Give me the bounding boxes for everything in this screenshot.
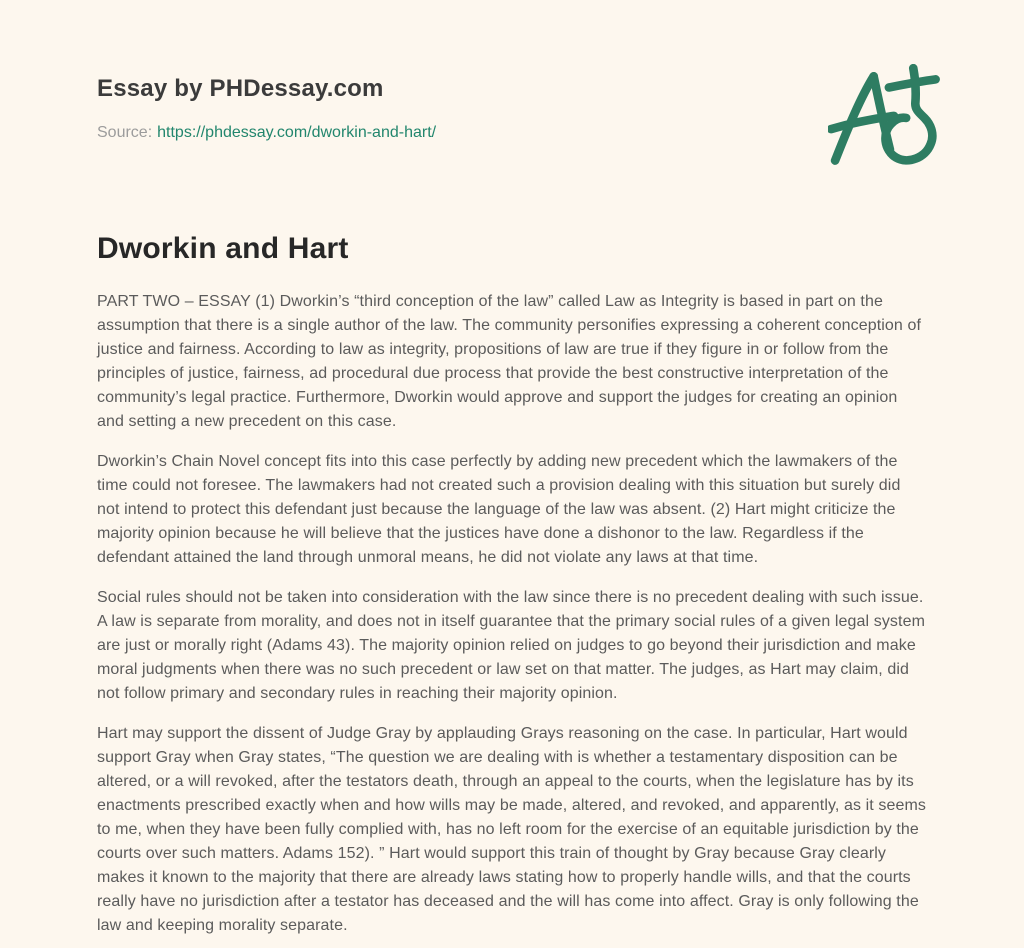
source-line	[97, 122, 927, 144]
a-plus-logo-icon	[828, 64, 962, 180]
page-header	[97, 74, 927, 144]
essay-paragraph-3: Social rules should not be taken into consideration with the law since there is no precedent dealing with such issue. A law is separate from morality, and does not in itself guarantee that the primary social rules of a given legal system are just or morally right (Adams 43). The majority opinion relied on judges to go beyond their jurisdiction and make moral judgments when there was no such precedent or law set on that matter. The judges, as Hart may claim, did not follow primary and secondary rules in reaching their majority opinion.	[97, 589, 926, 702]
source-label: Source:	[97, 124, 153, 141]
essay-body	[97, 230, 927, 938]
source-link[interactable]: https://phdessay.com/dworkin-and-hart/	[157, 124, 437, 141]
essay-paragraph-4: Hart may support the dissent of Judge Gray by applauding Grays reasoning on the case. In particular, Hart would support Gray when Gray states, “The question we are dealing with is whether a testamentary disposition can be altered, or a will revoked, after the testators death, through an appeal to the courts, when the legislature has by its enactments prescribed exactly when and how wills may be made, altered, and revoked, and apparently, as it seems to me, when they have been fully complied with, has no left room for the exercise of an equitable jurisdiction by the courts over such matters. Adams 152). ” Hart would support this train of thought by Gray because Gray clearly makes it known to the majority that there are already laws stating how to properly handle wills, and that the courts really have no jurisdiction after a testator has deceased and the will has come into affect. Gray is only following the law and keeping morality separate.	[97, 725, 927, 934]
essay-title: Dworkin and Hart	[97, 232, 349, 265]
essay-paragraph-1: PART TWO – ESSAY (1) Dworkin’s “third conception of the law” called Law as Integrity is based in part on the assumption that there is a single author of the law. The community personifies expressing a coherent conception of justice and fairness. According to law as integrity, propositions of law are true if they figure in or follow from the principles of justice, fairness, ad procedural due process that provide the best constructive interpretation of the community’s legal practice. Furthermore, Dworkin would approve and support the judges for creating an opinion and setting a new precedent on this case.	[97, 293, 922, 430]
site-title: Essay by PHDessay.com	[97, 75, 384, 102]
essay-paragraph-2: Dworkin’s Chain Novel concept fits into this case perfectly by adding new precedent which the lawmakers of the time could not foresee. The lawmakers had not created such a provision dealing with this situation but surely did not intend to protect this defendant just because the language of the law was absent. (2) Hart might criticize the majority opinion because he will believe that the justices have done a dishonor to the law. Regardless if the defendant attained the land through unmoral means, he did not violate any laws at that time.	[97, 453, 901, 566]
